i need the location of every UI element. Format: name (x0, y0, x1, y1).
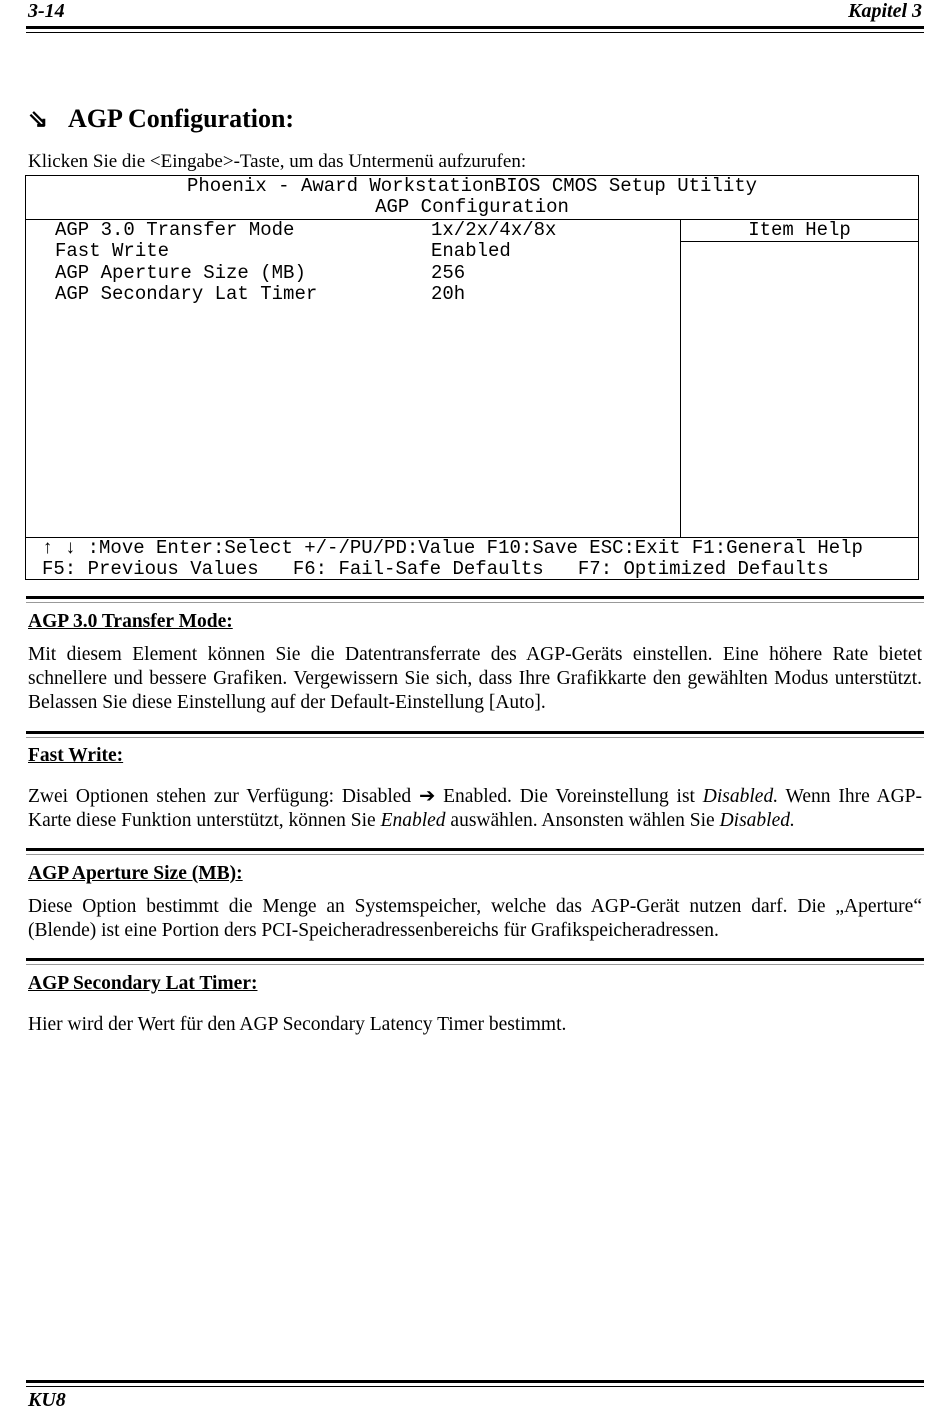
intro-text: Klicken Sie die <Eingabe>-Taste, um das Untermenü aufzurufen: (28, 151, 527, 172)
heading-transfer-mode: AGP 3.0 Transfer Mode: (28, 611, 233, 632)
bios-item-value[interactable]: Enabled (431, 240, 511, 263)
text-transfer-mode: Mit diesem Element können Sie die Datentransferrate des AGP-Geräts einstellen. Eine höhere Rate bietet schnellere und bessere Grafiken. Vergewissern Sie sich, dass Ihre Grafikkarte den gewählten Modus unterstützt. Belassen Sie diese Einstellung auf der Default-Einstellung [Auto]. (28, 644, 922, 713)
chapter-label: Kapitel 3 (848, 0, 922, 22)
text-lat-timer: Hier wird der Wert für den AGP Secondary Latency Timer bestimmt. (28, 1014, 567, 1035)
footer-rule (26, 1380, 924, 1387)
section-title-text: AGP Configuration: (68, 104, 295, 133)
bios-item-value[interactable]: 1x/2x/4x/8x (431, 219, 557, 241)
page-number: 3-14 (28, 0, 65, 22)
bios-item-value[interactable]: 256 (431, 261, 466, 284)
help-divider (681, 241, 918, 242)
section-rule (26, 596, 924, 603)
bios-item-label: Fast Write (55, 240, 170, 263)
bios-item-value[interactable]: 20h (431, 282, 466, 305)
bios-item-label: AGP 3.0 Transfer Mode (55, 219, 295, 241)
footer-model: KU8 (28, 1389, 66, 1411)
section-rule (26, 958, 924, 965)
header-rule (26, 26, 924, 33)
section-rule (26, 731, 924, 738)
section-title (28, 104, 294, 134)
text-fast-write: Zwei Optionen stehen zur Verfügung: Disabled ➔ Enabled. Die Voreinstellung ist Disabled. Wenn Ihre AGP-Karte diese Funktion unterstützt, können Sie Enabled auswählen. Ansonsten wählen Sie Disabled. (28, 786, 922, 831)
section-rule (26, 848, 924, 855)
bios-title: Phoenix - Award WorkstationBIOS CMOS Setup Utility (186, 175, 758, 197)
bios-subtitle: AGP Configuration (375, 196, 569, 218)
bios-item-label: AGP Secondary Lat Timer (55, 282, 318, 305)
arrow-icon: ⇘ (28, 106, 49, 133)
bios-screen (25, 175, 919, 580)
item-help-title: Item Help (748, 219, 851, 241)
heading-fast-write: Fast Write: (28, 745, 124, 766)
text-aperture: Diese Option bestimmt die Menge an Systemspeicher, welche das AGP-Gerät nutzen darf. Die „Aperture“ (Blende) ist eine Portion ders PCI-Speicheradressenbereichs für Grafikspeicheradressen. (28, 896, 922, 941)
bios-keys-line1: ↑ ↓ :Move Enter:Select +/-/PU/PD:Value F10:Save ESC:Exit F1:General Help (42, 537, 863, 559)
right-arrow-icon: ➔ (418, 786, 436, 807)
heading-aperture: AGP Aperture Size (MB): (28, 863, 243, 884)
bios-item-aperture-size[interactable] (55, 263, 556, 284)
bios-keys-line2: F5: Previous Values F6: Fail-Safe Defaults F7: Optimized Defaults (42, 558, 829, 580)
heading-lat-timer: AGP Secondary Lat Timer: (28, 973, 258, 994)
bios-column-divider (680, 219, 681, 537)
bios-item-fast-write[interactable] (55, 241, 556, 262)
bios-item-label: AGP Aperture Size (MB) (55, 261, 306, 284)
bios-item-lat-timer[interactable] (55, 284, 556, 305)
bios-item-list (55, 220, 556, 305)
bios-item-transfer-mode[interactable] (55, 220, 556, 241)
